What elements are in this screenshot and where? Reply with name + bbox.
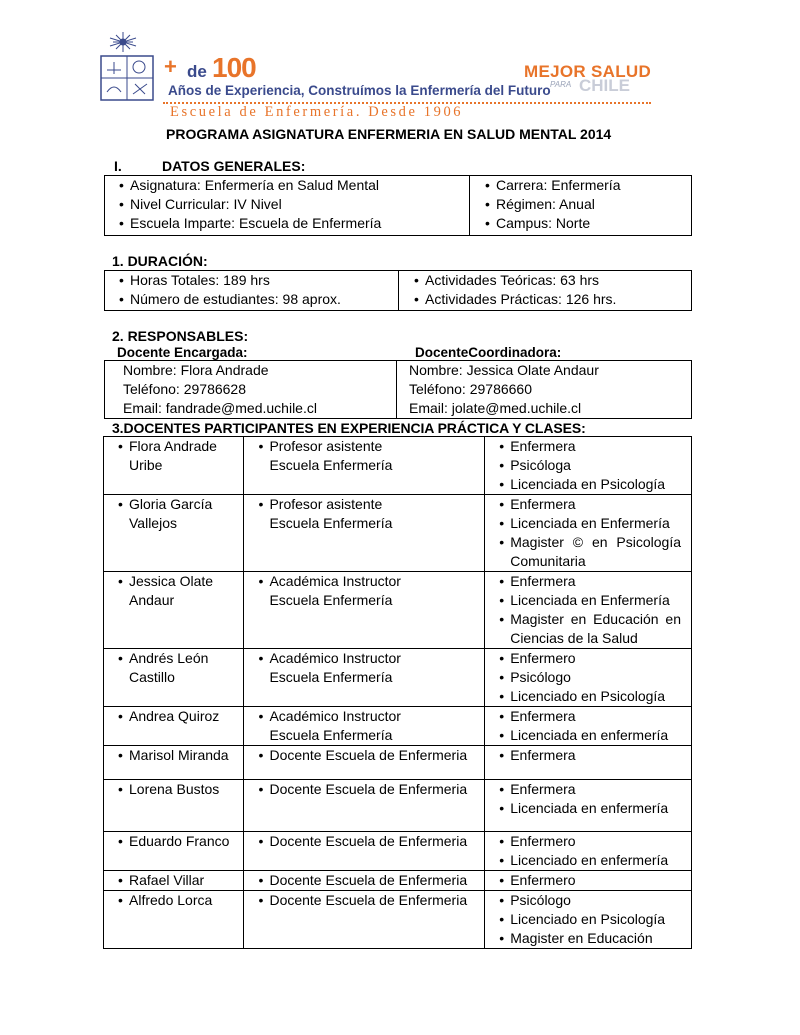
duracion-item: • Actividades Teóricas: 63 hrs (414, 271, 691, 290)
docente-name (118, 780, 239, 799)
docente-role-line: • Docente Escuela de Enfermeria (269, 747, 468, 763)
responsable-encargada-cell (105, 361, 397, 419)
docente-role-line: • Profesor asistente (269, 438, 383, 454)
contact-line: Nombre: Jessica Olate Andaur (409, 362, 599, 378)
docente-title-item: • Enfermera (499, 572, 687, 591)
section-datos-number: I. (114, 158, 122, 174)
docente-role-line: Escuela Enfermería (269, 669, 393, 685)
docente-role-line: • Docente Escuela de Enfermeria (269, 892, 468, 908)
docente-name-line: • Andrés León (129, 650, 209, 666)
table-row (104, 746, 692, 780)
table-row (104, 572, 692, 649)
docente-title-item: • Enfermero (499, 649, 687, 668)
docente-name-line: • Lorena Bustos (129, 781, 220, 797)
docente-name-cell (104, 572, 244, 649)
docente-title-item: • Enfermero (499, 832, 687, 851)
docente-name (118, 891, 239, 910)
docente-role (258, 495, 480, 533)
docente-title-item: • Enfermera (499, 780, 687, 799)
table-row (104, 871, 692, 891)
docente-role-line: Escuela Enfermería (269, 727, 393, 743)
docente-role-line: • Académico Instructor (269, 708, 401, 724)
datos-item: • Campus: Norte (485, 214, 691, 233)
docente-role-line: • Docente Escuela de Enfermeria (269, 833, 468, 849)
centennial-number: 100 (212, 52, 256, 83)
docente-name-cell (104, 495, 244, 572)
docente-name (118, 437, 239, 475)
brand-para: PARA (550, 80, 572, 89)
docente-name-line: • Eduardo Franco (129, 833, 230, 849)
section-responsables-heading: 2. RESPONSABLES: (112, 328, 249, 344)
docente-role (258, 871, 480, 890)
table-row (104, 649, 692, 707)
docente-title-item: • Enfermera (499, 707, 687, 726)
docente-role-line: • Académico Instructor (269, 650, 401, 666)
docente-title-item: • Licenciada en Enfermería (499, 514, 687, 533)
duracion-item: • Número de estudiantes: 98 aprox. (119, 290, 398, 309)
responsables-table (104, 360, 692, 419)
docente-title-item: • Enfermera (499, 746, 687, 765)
duracion-left-cell (105, 271, 399, 311)
docente-role-cell (244, 832, 485, 871)
docente-title-item: • Enfermera (499, 495, 687, 514)
datos-table (104, 175, 692, 236)
page-title: PROGRAMA ASIGNATURA ENFERMERIA EN SALUD MENTAL 2014 (166, 126, 612, 142)
docente-title-item: • Licenciado en enfermería (499, 851, 687, 870)
datos-right-cell (470, 176, 692, 236)
datos-item: • Nivel Curricular: IV Nivel (119, 195, 469, 214)
duracion-table (104, 270, 692, 311)
docente-name-cell (104, 780, 244, 832)
docente-name-cell (104, 746, 244, 780)
docente-role-cell (244, 649, 485, 707)
docente-role-cell (244, 437, 485, 495)
docente-title-item: • Licenciada en enfermería (499, 726, 687, 745)
docente-titles-cell (485, 437, 692, 495)
contact-line: Teléfono: 29786628 (123, 381, 246, 397)
docente-role (258, 780, 480, 799)
docente-title-item: • Licenciado en Psicología (499, 910, 687, 929)
docente-name (118, 649, 239, 687)
docente-title-item: • Licenciada en enfermería (499, 799, 687, 818)
table-row (104, 832, 692, 871)
docente-role-line: • Docente Escuela de Enfermeria (269, 872, 468, 888)
docente-name-line: • Gloria García (129, 496, 213, 512)
docente-role (258, 746, 480, 765)
docente-name-cell (104, 871, 244, 891)
duracion-item: • Horas Totales: 189 hrs (119, 271, 398, 290)
docente-role-line: Escuela Enfermería (269, 592, 393, 608)
brand-mejor-salud: MEJOR SALUD (524, 62, 652, 81)
docente-role-cell (244, 707, 485, 746)
docente-role (258, 649, 480, 687)
docente-coordinadora-title: DocenteCoordinadora: (415, 345, 562, 360)
docente-name (118, 832, 239, 851)
docente-role-line: Escuela Enfermería (269, 515, 393, 531)
docente-name-line: • Marisol Miranda (129, 747, 229, 763)
datos-item: • Régimen: Anual (485, 195, 691, 214)
docente-titles-cell (485, 495, 692, 572)
docente-title-item: • Licenciada en Psicología (499, 475, 687, 494)
contact-line: Nombre: Flora Andrade (123, 362, 269, 378)
docente-name-cell (104, 437, 244, 495)
docente-name-line: Uribe (129, 457, 163, 473)
docente-name-line: • Flora Andrade (129, 438, 217, 454)
docente-role-cell (244, 871, 485, 891)
docente-title-item: • Enfermera (499, 437, 687, 456)
docente-role-cell (244, 572, 485, 649)
docente-title-item: • Enfermero (499, 871, 687, 890)
table-row (104, 707, 692, 746)
datos-item: • Asignatura: Enfermería en Salud Mental (119, 176, 469, 195)
docente-titles-cell (485, 871, 692, 891)
docente-titles-cell (485, 832, 692, 871)
docente-name-line: • Jessica Olate (129, 573, 214, 589)
docente-name-line: Vallejos (129, 515, 177, 531)
section-docentes-heading: 3.DOCENTES PARTICIPANTES EN EXPERIENCIA PRÁCTICA Y CLASES: (112, 420, 586, 436)
school-since-line: Escuela de Enfermería. Desde 1906 (170, 104, 464, 120)
docente-title-item: • Psicólogo (499, 891, 687, 910)
brand-chile: CHILE (579, 76, 630, 95)
docente-titles-cell (485, 707, 692, 746)
docente-name (118, 746, 239, 765)
responsable-coordinadora-cell (397, 361, 692, 419)
docente-role-cell (244, 746, 485, 780)
docente-titles-cell (485, 780, 692, 832)
datos-item: • Escuela Imparte: Escuela de Enfermería (119, 214, 469, 233)
centennial-de: de (187, 62, 207, 81)
docente-name-line: • Alfredo Lorca (129, 892, 213, 908)
docente-title-item: • Psicóloga (499, 456, 687, 475)
docente-title-item: • Magister en Educación en Ciencias de la Salud (499, 610, 687, 648)
docente-role (258, 891, 480, 910)
centennial-tagline: Años de Experiencia, Construímos la Enfermería del Futuro (168, 83, 551, 98)
docente-name-cell (104, 707, 244, 746)
docente-name (118, 707, 239, 726)
table-row (104, 780, 692, 832)
docente-name-line: • Rafael Villar (129, 872, 205, 888)
docente-role-line: • Profesor asistente (269, 496, 383, 512)
table-row (104, 495, 692, 572)
docente-role-line: • Académica Instructor (269, 573, 401, 589)
docente-name (118, 871, 239, 890)
docente-role-cell (244, 495, 485, 572)
docente-title-item: • Magister en Educación (499, 929, 687, 948)
docente-role (258, 832, 480, 851)
docente-name (118, 572, 239, 610)
docente-role (258, 437, 480, 475)
docente-name-cell (104, 649, 244, 707)
docente-titles-cell (485, 746, 692, 780)
docente-role-cell (244, 780, 485, 832)
docente-title-item: • Psicólogo (499, 668, 687, 687)
section-datos-heading: DATOS GENERALES: (162, 158, 306, 174)
datos-item: • Carrera: Enfermería (485, 176, 691, 195)
table-row (104, 891, 692, 949)
docente-role (258, 707, 480, 745)
docente-name-cell (104, 832, 244, 871)
docentes-table (103, 436, 692, 949)
docente-name-line: Andaur (129, 592, 175, 608)
datos-left-cell (105, 176, 470, 236)
docente-name-cell (104, 891, 244, 949)
docente-titles-cell (485, 649, 692, 707)
docente-encargada-title: Docente Encargada: (117, 345, 248, 360)
duracion-right-cell (399, 271, 692, 311)
duracion-item: • Actividades Prácticas: 126 hrs. (414, 290, 691, 309)
docente-role-cell (244, 891, 485, 949)
docente-role-line: • Docente Escuela de Enfermeria (269, 781, 468, 797)
centennial-plus: + (164, 54, 177, 79)
docente-title-item: • Licenciada en Enfermería (499, 591, 687, 610)
docente-titles-cell (485, 891, 692, 949)
docente-titles-cell (485, 572, 692, 649)
docente-title-item: • Licenciado en Psicología (499, 687, 687, 706)
contact-line: Email: fandrade@med.uchile.cl (123, 400, 317, 416)
docente-role-line: Escuela Enfermería (269, 457, 393, 473)
section-duracion-heading: 1. DURACIÓN: (112, 253, 208, 269)
docente-name-line: • Andrea Quiroz (129, 708, 220, 724)
docente-title-item: • Magister © en Psicología Comunitaria (499, 533, 687, 571)
table-row (104, 437, 692, 495)
university-seal-logo (99, 30, 157, 104)
docente-role (258, 572, 480, 610)
contact-line: Email: jolate@med.uchile.cl (409, 400, 582, 416)
contact-line: Teléfono: 29786660 (409, 381, 532, 397)
docente-name-line: Castillo (129, 669, 175, 685)
docente-name (118, 495, 239, 533)
